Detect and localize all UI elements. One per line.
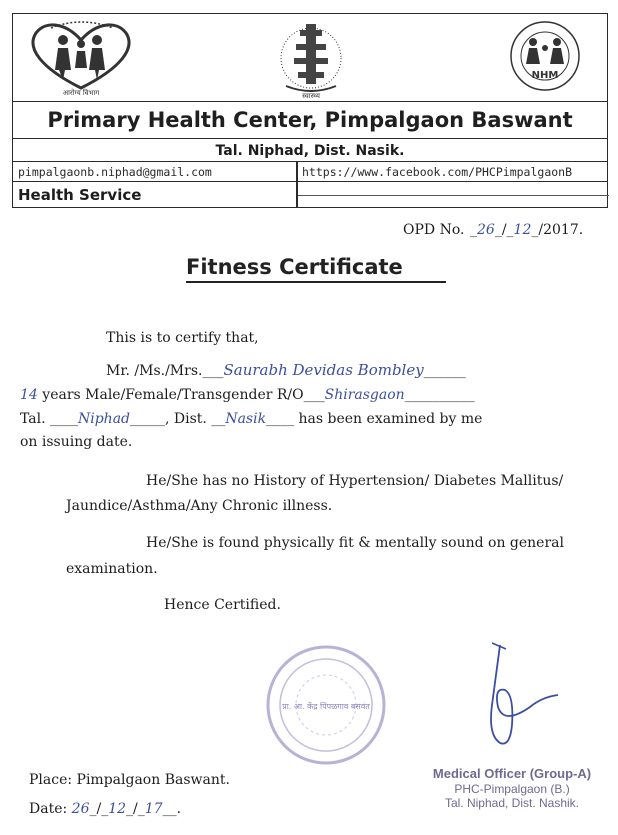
logo-row [13,14,607,102]
dist-label: , Dist. [165,411,207,427]
nhm-logo [493,18,598,100]
history-line-1: He/She has no History of Hypertension/ Diabetes Mallitus/ [146,473,564,489]
certify-intro: This is to certify that, [106,330,259,346]
date-year: 17 [144,801,163,817]
opd-year: /2017. [538,222,584,238]
contact-row [13,162,607,182]
opd-month: 12 [513,222,532,238]
letterhead [12,13,608,208]
health-center-name: Primary Health Center, Pimpalgaon Baswant [13,103,607,139]
date-label: Date: [29,801,68,817]
patient-residence: Shirasgaon [324,387,405,403]
stamp-text: प्रा. आ. केंद्र पिंपळगाव बसवंत [282,702,370,711]
issuing-text: on issuing date. [20,434,133,450]
medical-officer-title: Medical Officer (Group-A) [432,766,592,781]
logo-left-caption: आरोग्य विभाग [62,89,100,97]
official-stamp [262,643,390,768]
email-address: pimpalgaonb.niphad@gmail.com [18,165,212,179]
date-month: 12 [108,801,127,817]
patient-age: 14 [20,387,38,403]
tal-label: Tal. [20,411,46,427]
column-divider [296,162,298,208]
date-day: 26 [71,801,90,817]
service-label: Health Service [18,186,142,204]
logo-center-caption: स्वास्थ्य [302,92,320,100]
salutation-line: Mr. /Ms./Mrs.___Saurabh Devidas Bombley______ [106,361,466,379]
health-center-location: Tal. Niphad, Dist. Nasik. [13,140,607,162]
date-line: Date: 26_/_12_/_17__. [29,801,182,817]
fit-line-2: examination. [66,561,158,577]
patient-taluka: Niphad [77,411,130,427]
patient-name: Saurabh Devidas Bombley [223,361,424,379]
service-row-divider [296,195,609,196]
taluka-line: Tal. ____Niphad_____, Dist. __Nasik____ has been examined by me [20,411,483,427]
medical-officer-location: Tal. Niphad, Dist. Nashik. [444,796,580,810]
medical-officer-stamp [412,766,612,810]
history-line-2: Jaundice/Asthma/Any Chronic illness. [66,498,333,514]
salutation: Mr. /Ms./Mrs. [106,363,203,379]
patient-district: Nasik [225,411,267,427]
opd-number: _26_/_12_/2017. [470,222,584,238]
officer-signature [470,635,560,750]
emblem-logo [266,18,356,100]
gender-text: years Male/Female/Transgender R/O [42,387,304,403]
medical-officer-phc: PHC-Pimpalgaon (B.) [454,782,570,796]
fit-line-1: He/She is found physically fit & mentally sound on general [146,535,564,551]
service-row [13,182,607,208]
family-heart-logo [21,18,141,98]
hence-certified: Hence Certified. [164,597,281,613]
place-line: Place: Pimpalgaon Baswant. [29,772,230,788]
opd-day: 26 [477,222,495,238]
opd-label: OPD No. [403,222,465,238]
age-line: 14 years Male/Female/Transgender R/O___Shirasgaon__________ [20,387,475,403]
facebook-url: https://www.facebook.com/PHCPimpalgaonB [302,165,573,179]
title-underline [186,281,446,283]
nhm-label: NHM [531,70,559,81]
examined-text: has been examined by me [298,411,483,427]
certificate-title: Fitness Certificate [186,255,403,279]
